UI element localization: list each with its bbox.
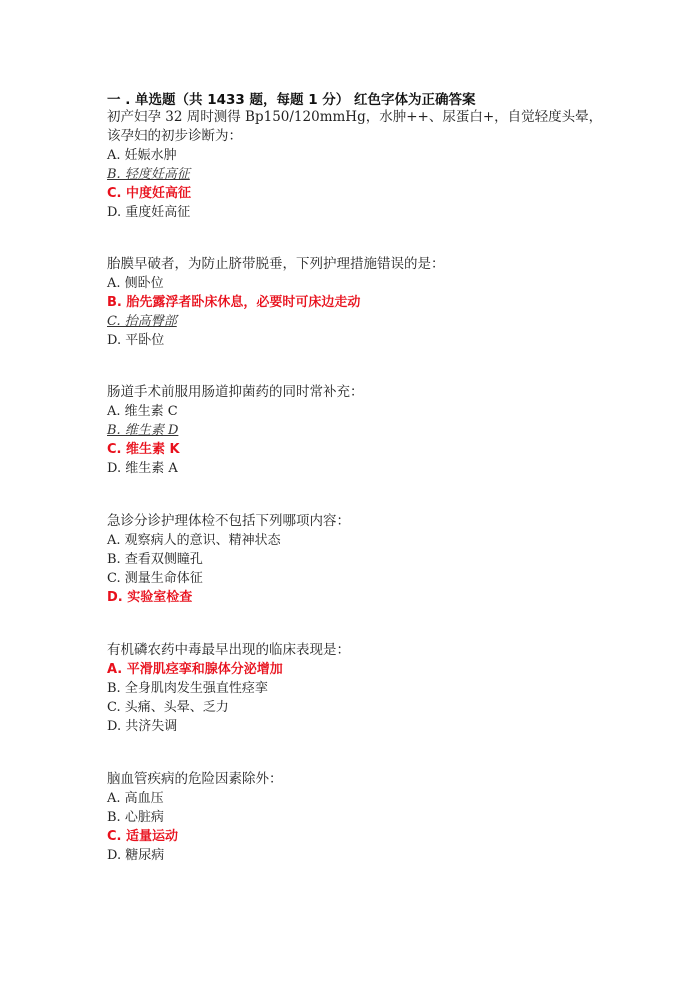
option-d-correct: D. 实验室检查 — [107, 590, 193, 605]
option-c: C. 抬高臀部 — [107, 314, 177, 329]
option-c-correct: C. 中度妊高征 — [107, 186, 192, 201]
option-a: A. 维生素 C — [107, 404, 178, 419]
section-heading: 一 . 单选题（共 1433 题，每题 1 分） 红色字体为正确答案 — [107, 92, 476, 108]
option-a: A. 妊娠水肿 — [107, 148, 177, 163]
question-4 — [107, 512, 607, 607]
question-2 — [107, 255, 607, 350]
option-d: D. 平卧位 — [107, 333, 165, 348]
option-b-correct: B. 胎先露浮者卧床休息，必要时可床边走动 — [107, 295, 361, 310]
option-b: B. 维生素 D — [107, 423, 179, 438]
question-stem: 脑血管疾病的危险因素除外： — [107, 771, 283, 787]
option-a-correct: A. 平滑肌痉挛和腺体分泌增加 — [107, 662, 283, 677]
option-a: A. 观察病人的意识、精神状态 — [107, 533, 281, 548]
question-stem: 有机磷农药中毒最早出现的临床表现是： — [107, 642, 350, 658]
question-stem: 肠道手术前服用肠道抑菌药的同时常补充： — [107, 384, 364, 400]
question-stem: 胎膜早破者，为防止脐带脱垂，下列护理措施错误的是： — [107, 256, 445, 272]
option-c-correct: C. 维生素 K — [107, 442, 180, 457]
question-5 — [107, 641, 607, 736]
question-6 — [107, 770, 607, 865]
option-d: D. 糖尿病 — [107, 848, 165, 863]
option-b: B. 查看双侧瞳孔 — [107, 552, 203, 567]
option-c: C. 头痛、头晕、乏力 — [107, 700, 229, 715]
question-3 — [107, 383, 607, 478]
option-a: A. 侧卧位 — [107, 276, 164, 291]
option-c-correct: C. 适量运动 — [107, 829, 179, 844]
option-b: B. 心脏病 — [107, 810, 164, 825]
question-stem: 初产妇孕 32 周时测得 Bp150/120mmHg，水肿++、尿蛋白+，自觉轻度头晕，该孕妇的初步诊断为： — [107, 109, 603, 144]
question-stem: 急诊分诊护理体检不包括下列哪项内容： — [107, 513, 350, 529]
option-d: D. 重度妊高征 — [107, 205, 191, 220]
option-b: B. 全身肌肉发生强直性痉挛 — [107, 681, 268, 696]
option-a: A. 高血压 — [107, 791, 164, 806]
option-b: B. 轻度妊高征 — [107, 167, 190, 182]
option-d: D. 维生素 A — [107, 461, 178, 476]
option-d: D. 共济失调 — [107, 719, 178, 734]
option-c: C. 测量生命体征 — [107, 571, 203, 586]
question-1 — [107, 108, 607, 222]
